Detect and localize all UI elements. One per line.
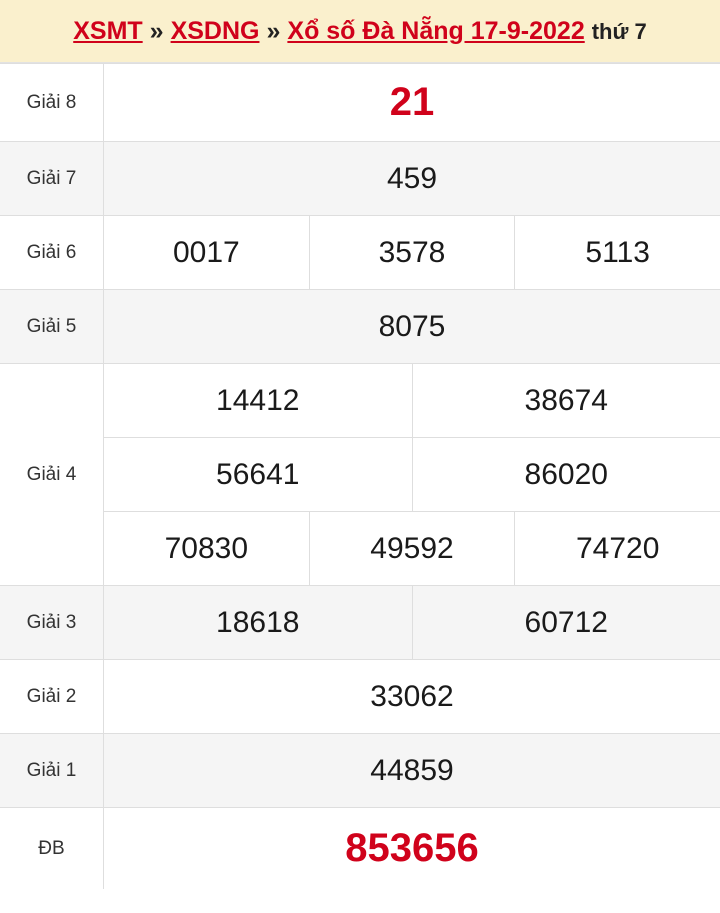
table-row-g1: [0, 734, 720, 808]
breadcrumb-link-date[interactable]: Xổ số Đà Nẵng 17-9-2022: [287, 16, 585, 45]
result-number: 56641: [104, 438, 413, 511]
row-cells-g2: [104, 660, 720, 733]
table-row-g5: [0, 290, 720, 364]
row-cells-db: [104, 808, 720, 889]
row-cells-g4: [104, 364, 720, 585]
result-number: 70830: [104, 512, 310, 585]
result-number: 459: [386, 161, 438, 195]
table-row-g4: [0, 364, 720, 586]
result-number: 86020: [524, 457, 608, 491]
table-row-g8: [0, 64, 720, 142]
row-cells-g3: [104, 586, 720, 659]
table-row-g7: [0, 142, 720, 216]
row-label-g3: Giải 3: [0, 586, 104, 659]
row-cells-g1: [104, 734, 720, 807]
breadcrumb-separator-2: »: [266, 16, 281, 45]
row-label-g6: Giải 6: [0, 216, 104, 289]
table-row-g6: [0, 216, 720, 290]
result-number: 60712: [524, 605, 608, 639]
table-subrow: [104, 512, 720, 585]
row-label-g8: Giải 8: [0, 64, 104, 141]
results-table: [0, 63, 720, 913]
breadcrumb-link-xsdng[interactable]: XSDNG: [170, 16, 260, 45]
result-number: 49592: [310, 512, 516, 585]
row-cells-g8: [104, 64, 720, 141]
row-cells-g5: [104, 290, 720, 363]
row-label-g5: Giải 5: [0, 290, 104, 363]
result-number: 21: [389, 80, 435, 124]
table-subrow: [104, 438, 720, 512]
result-number: 14412: [104, 364, 413, 437]
result-number: 38674: [524, 383, 608, 417]
result-number: 33062: [370, 679, 454, 713]
row-cells-g6: [104, 216, 720, 289]
result-number: 8075: [378, 309, 446, 343]
row-cells-g7: [104, 142, 720, 215]
result-number: 5113: [585, 235, 650, 269]
result-number: 18618: [104, 586, 413, 659]
row-label-g7: Giải 7: [0, 142, 104, 215]
result-number: 853656: [345, 826, 479, 870]
row-label-g2: Giải 2: [0, 660, 104, 733]
result-number: 3578: [310, 216, 516, 289]
table-row-g3: [0, 586, 720, 660]
page-header: [0, 0, 720, 63]
result-number: 0017: [104, 216, 310, 289]
breadcrumb: [73, 17, 647, 46]
row-label-g1: Giải 1: [0, 734, 104, 807]
table-row-g2: [0, 660, 720, 734]
result-number: 74720: [575, 531, 660, 565]
breadcrumb-link-xsmt[interactable]: XSMT: [73, 16, 143, 45]
breadcrumb-weekday: thứ 7: [591, 18, 647, 44]
table-row-db: [0, 808, 720, 889]
row-label-db: ĐB: [0, 808, 104, 889]
result-number: 44859: [370, 753, 454, 787]
row-label-g4: Giải 4: [0, 364, 104, 585]
table-subrow: [104, 364, 720, 438]
breadcrumb-separator-1: »: [149, 16, 164, 45]
